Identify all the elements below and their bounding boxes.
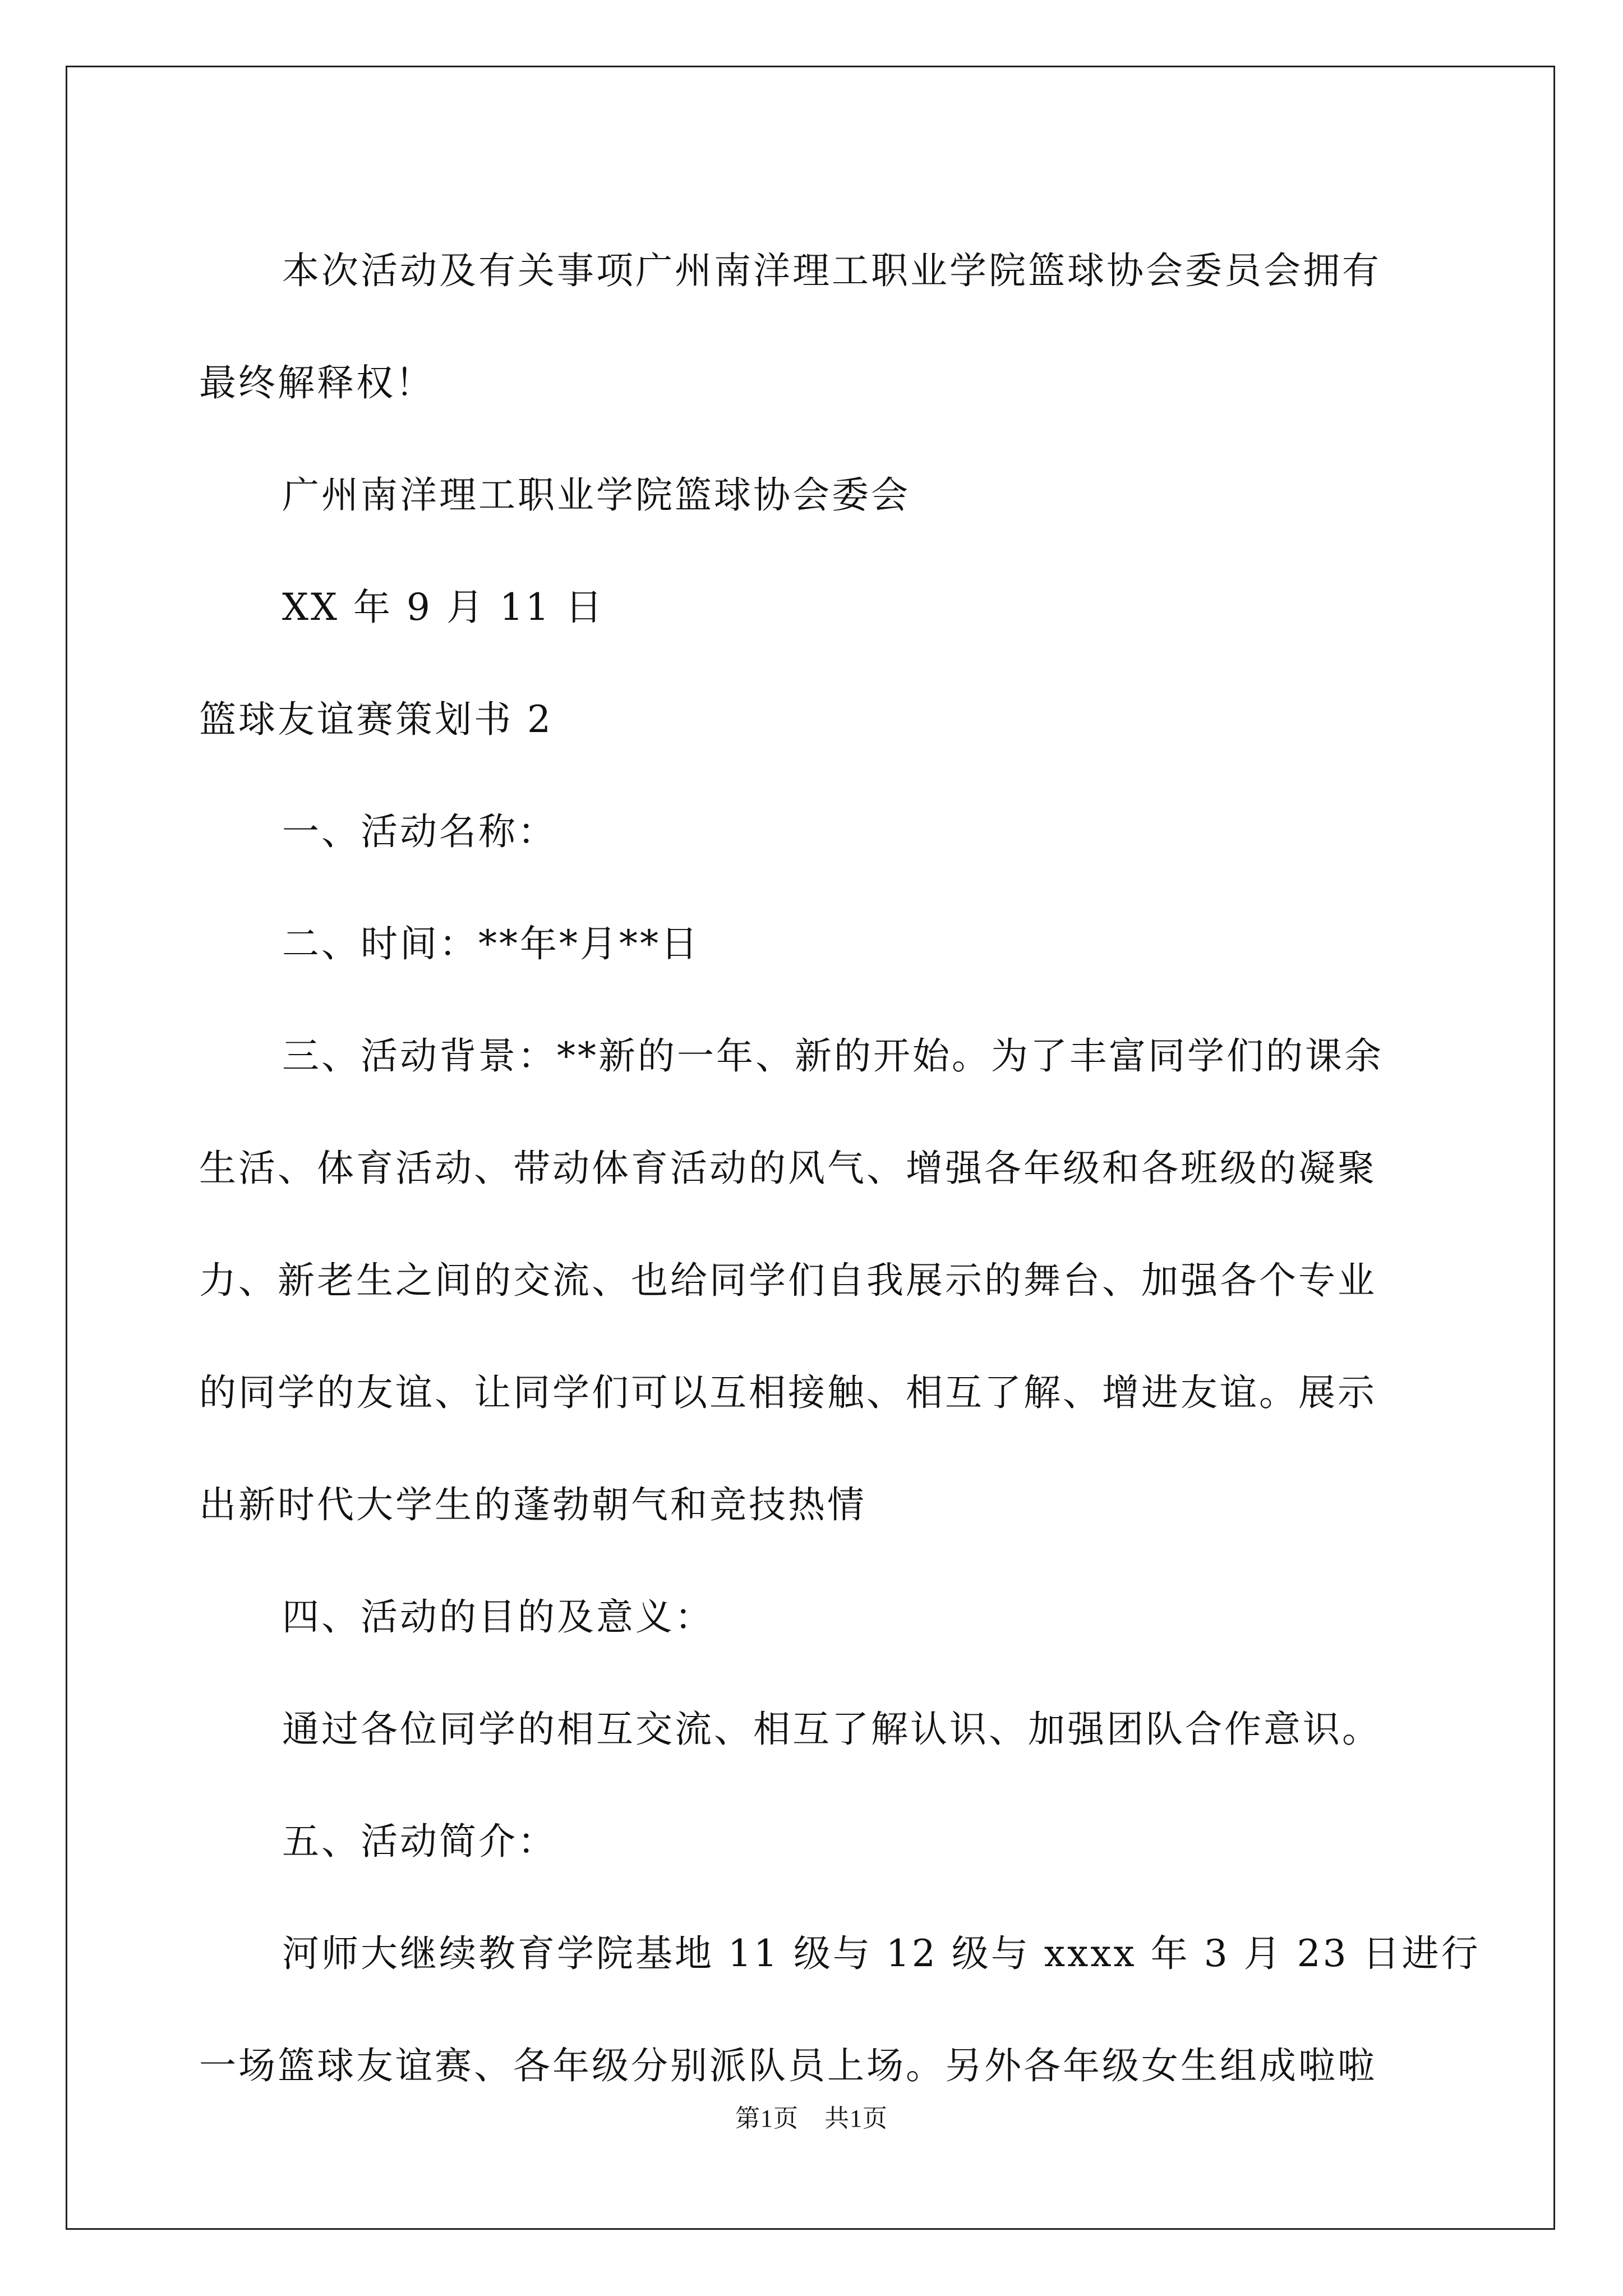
paragraph-line: 力、新老生之间的交流、也给同学们自我展示的舞台、加强各个专业 (199, 1259, 1377, 1302)
paragraph-line: 最终解释权！ (199, 361, 435, 404)
paragraph-line: 一场篮球友谊赛、各年级分别派队员上场。另外各年级女生组成啦啦 (199, 2044, 1377, 2087)
paragraph-line: 生活、体育活动、带动体育活动的风气、增强各年级和各班级的凝聚 (199, 1147, 1377, 1190)
paragraph-line: 本次活动及有关事项广州南洋理工职业学院篮球协会委员会拥有 (282, 249, 1381, 292)
heading-introduction: 五、活动简介： (282, 1820, 557, 1863)
paragraph-line: 河师大继续教育学院基地 11 级与 12 级与 xxxx 年 3 月 23 日进行 (282, 1932, 1481, 1975)
heading-purpose: 四、活动的目的及意义： (282, 1595, 714, 1639)
page-footer (0, 2098, 1623, 2134)
document-body (199, 215, 1481, 2122)
paragraph-line: 出新时代大学生的蓬勃朝气和竞技热情 (199, 1483, 866, 1526)
paragraph-line: 通过各位同学的相互交流、相互了解认识、加强团队合作意识。 (282, 1708, 1381, 1751)
signature-organization: 广州南洋理工职业学院篮球协会委会 (282, 473, 910, 517)
heading-activity-name: 一、活动名称： (282, 810, 557, 853)
page-number: 第1页 (735, 2105, 799, 2132)
heading-time: 二、时间：**年*月**日 (282, 922, 700, 965)
signature-date: XX 年 9 月 11 日 (282, 586, 605, 629)
section-title: 篮球友谊赛策划书 2 (199, 698, 553, 741)
page-total: 共1页 (824, 2105, 888, 2132)
paragraph-line: 三、活动背景：**新的一年、新的开始。为了丰富同学们的课余 (282, 1034, 1384, 1078)
paragraph-line: 的同学的友谊、让同学们可以互相接触、相互了解、增进友谊。展示 (199, 1371, 1377, 1414)
